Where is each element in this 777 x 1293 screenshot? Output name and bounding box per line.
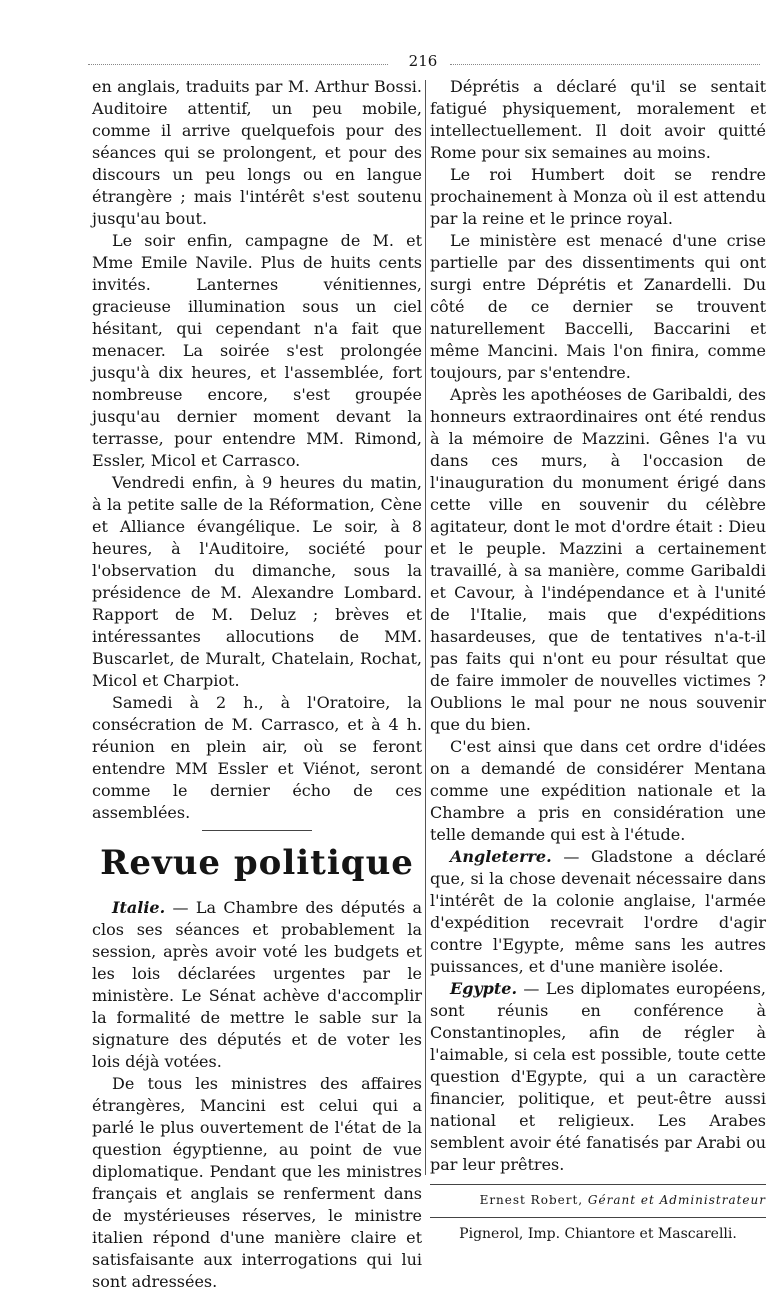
left-column	[92, 76, 422, 1293]
paragraph: C'est ainsi que dans cet ordre d'idées on a demandé de considérer Mentana comme une expédition nationale et la Chambre a pris en considération une telle demande qui est à l'étude.	[430, 737, 766, 844]
footer-rule	[430, 1184, 766, 1185]
paragraph: en anglais, traduits par M. Arthur Bossi. Auditoire attentif, un peu mobile, comme il arrive quelquefois pour des séances qui se prolongent, et pour des discours un peu longs ou en langue étrangère ; mais l'intérêt s'est soutenu jusqu'au bout.	[92, 77, 422, 228]
header-rule-left	[88, 64, 388, 65]
italie-text: — La Chambre des députés a clos ses séances et probablement la session, après avoir voté les budgets et les lois déclarées urgentes par le ministère. Le Sénat achève d'accomplir la formalité de mettre le sable sur la signature des députés et de voter les lois déjà votées.	[92, 898, 422, 1071]
rubric-italie: Italie.	[112, 898, 166, 917]
paragraph: Le ministère est menacé d'une crise partielle par des dissentiments qui ont surgi entre Déprétis et Zanardelli. Du côté de ce dernier se trouvent naturellement Baccelli, Baccarini et même Mancini. Mais l'on finira, comme toujours, par s'entendre.	[430, 231, 766, 382]
paragraph-italie	[92, 897, 422, 1073]
paragraph-egypte	[430, 978, 766, 1176]
paragraph: Le roi Humbert doit se rendre prochainement à Monza où il est attendu par la reine et le prince royal.	[430, 165, 766, 228]
rubric-egypte: Egypte.	[450, 979, 518, 998]
page-header	[88, 52, 760, 72]
paragraph: Déprétis a déclaré qu'il se sentait fatigué physiquement, moralement et intellectuellement. Il doit avoir quitté Rome pour six semaines au moins.	[430, 77, 766, 162]
paragraph: Après les apothéoses de Garibaldi, des honneurs extraordinaires ont été rendus à la mémoire de Mazzini. Gênes l'a vu dans ces murs, à l'occasion de l'inauguration du monument érigé dans cette ville en souvenir du célèbre agitateur, dont le mot d'ordre était : Dieu et le peuple. Mazzini a certainement travaillé, à sa manière, comme Garibaldi et Cavour, à l'indépendance et à l'unité de l'Italie, mais que d'expéditions hasardeuses, que de tentatives n'a-t-il pas faits qui n'ont eu pour résultat que de faire immoler de nouvelles victimes ? Oublions le mal pour ne nous souvenir que du bien.	[430, 385, 766, 734]
byline	[430, 1191, 766, 1209]
byline-role: Gérant et Administrateur	[583, 1193, 766, 1207]
angleterre-text: — Gladstone a déclaré que, si la chose devenait nécessaire dans l'intérêt de la colonie anglaise, l'armée d'expédition recevrait l'ordre d'agir contre l'Egypte, même sans les autres puissances, et d'une manière isolée.	[430, 847, 766, 976]
egypte-text: — Les diplomates européens, sont réunis en conférence à Constantinoples, afin de régler à l'aimable, si cela est possible, toute cette question d'Egypte, qui a un caractère financier, politique, et peut-être aussi national et religieux. Les Arabes semblent avoir été fanatisés par Arabi ou par leur prêtres.	[430, 979, 766, 1174]
section-title: Revue politique	[100, 843, 414, 883]
paragraph: Le soir enfin, campagne de M. et Mme Emile Navile. Plus de huits cents invités. Lanternes vénitiennes, gracieuse illumination sous un ciel hésitant, qui cependant n'a fait que menacer. La soirée s'est prolongée jusqu'à dix heures, et l'assemblée, fort nombreuse encore, s'est groupée jusqu'au dernier moment devant la terrasse, pour entendre MM. Rimond, Essler, Micol et Carrasco.	[92, 231, 422, 470]
paragraph: Samedi à 2 h., à l'Oratoire, la consécration de M. Carrasco, et à 4 h. réunion en plein air, où se feront entendre MM Essler et Viénot, seront comme le dernier écho de ces assemblées.	[92, 693, 422, 822]
header-rule-right	[450, 64, 760, 65]
paragraph-angleterre	[430, 846, 766, 978]
right-column	[430, 76, 766, 1244]
paragraph: De tous les ministres des affaires étrangères, Mancini est celui qui a parlé le plus ouvertement de l'état de la question égyptienne, au point de vue diplomatique. Pendant que les ministres français et anglais se renferment dans de mystérieuses réserves, le ministre italien répond d'une manière claire et satisfaisante aux interrogations qui lui sont adressées.	[92, 1074, 422, 1291]
section-separator	[202, 830, 312, 831]
byline-name: Ernest Robert,	[479, 1193, 584, 1207]
paragraph: Vendredi enfin, à 9 heures du matin, à la petite salle de la Réformation, Cène et Alliance évangélique. Le soir, à 8 heures, à l'Auditoire, société pour l'observation du dimanche, sous la présidence de M. Alexandre Lombard. Rapport de M. Deluz ; brèves et intéressantes allocutions de MM. Buscarlet, de Muralt, Chatelain, Rochat, Micol et Charpiot.	[92, 473, 422, 690]
rubric-angleterre: Angleterre.	[450, 847, 552, 866]
page-number: 216	[408, 52, 438, 70]
printer-line: Pignerol, Imp. Chiantore et Mascarelli.	[459, 1226, 737, 1242]
column-divider	[425, 80, 426, 1175]
footer-rule-2	[430, 1217, 766, 1218]
